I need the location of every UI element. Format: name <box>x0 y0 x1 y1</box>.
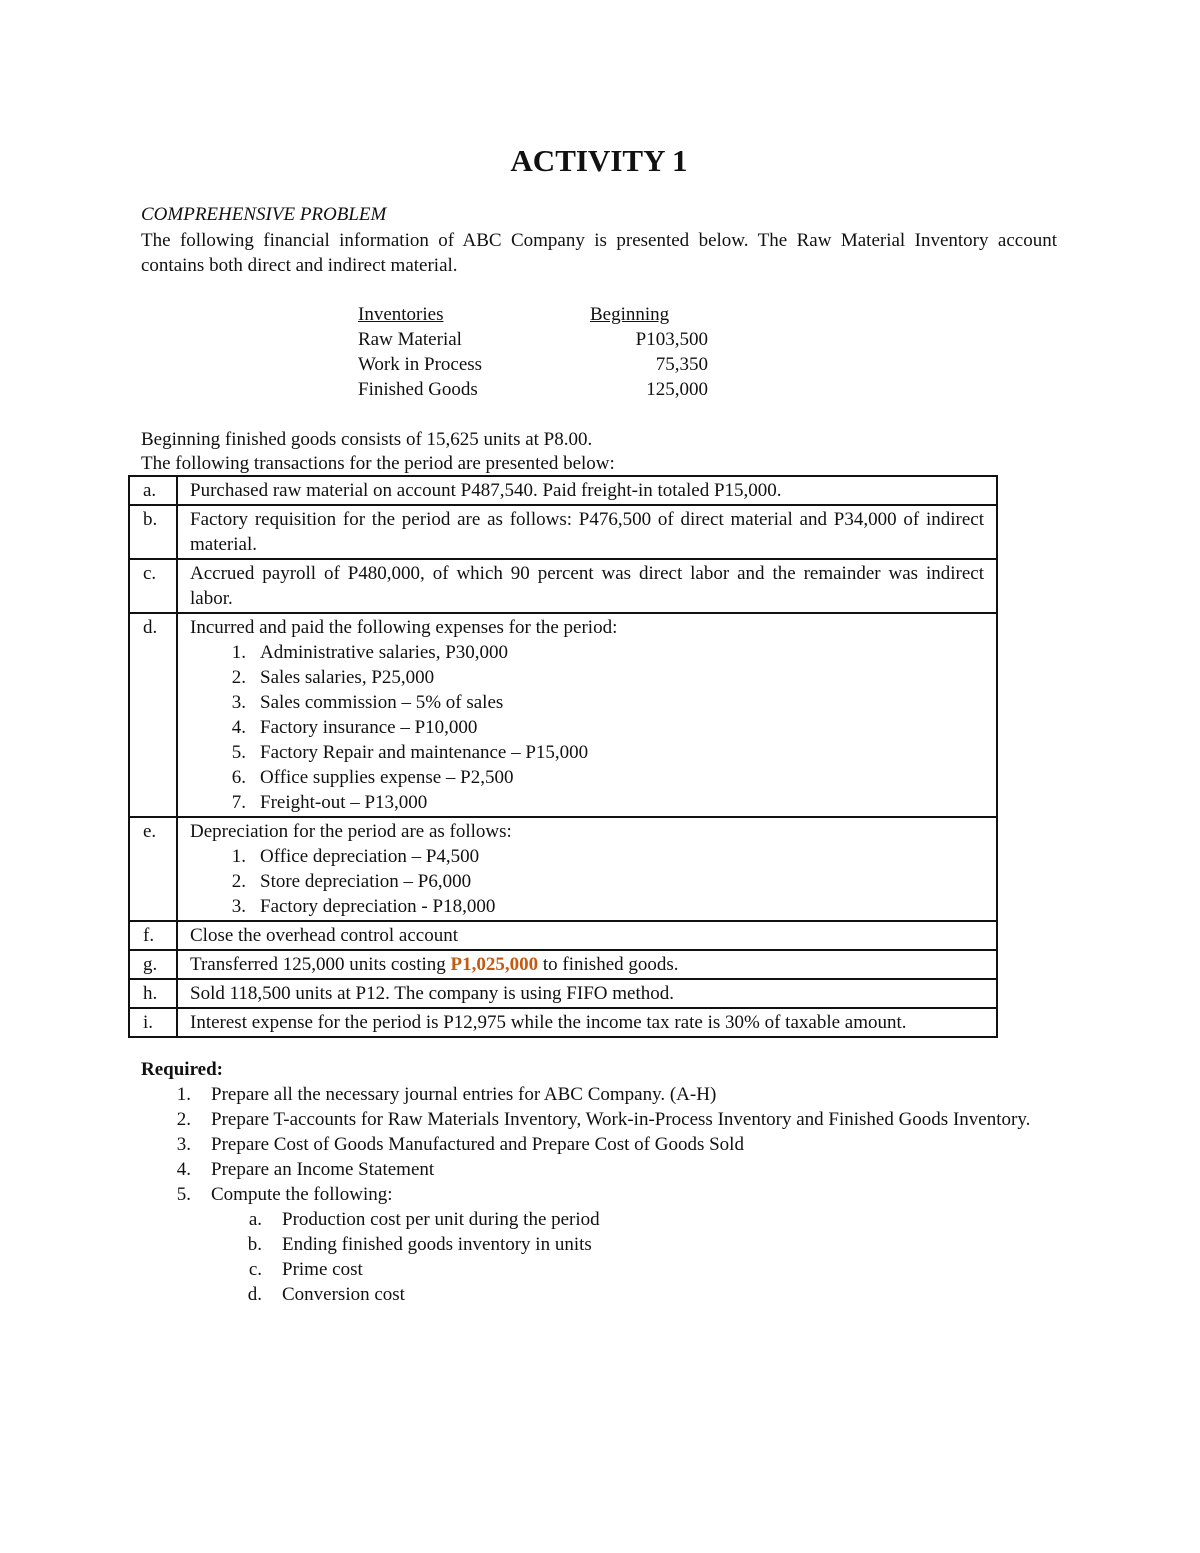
list-number: 3. <box>176 1134 191 1155</box>
inventory-value: P103,500 <box>635 329 708 350</box>
transactions-table <box>128 475 998 1038</box>
inventories-header-label: Inventories <box>358 304 444 325</box>
transaction-key: f. <box>129 921 177 950</box>
transaction-text-post: to finished goods. <box>538 954 679 975</box>
list-item <box>141 1157 1057 1182</box>
required-heading: Required: <box>141 1059 223 1080</box>
list-number: 2. <box>176 1109 191 1130</box>
list-text: Conversion cost <box>282 1284 405 1305</box>
table-row <box>129 505 997 559</box>
required-section <box>141 1057 1057 1307</box>
list-text: Prime cost <box>282 1259 363 1280</box>
transaction-cell <box>177 817 997 921</box>
list-number: 1. <box>176 1084 191 1105</box>
list-text: Factory Repair and maintenance – P15,000 <box>260 742 589 763</box>
list-number: 4. <box>231 717 246 738</box>
transaction-key: c. <box>129 559 177 613</box>
transaction-text: Accrued payroll of P480,000, of which 90 percent was direct labor and the remainder was indirect labor. <box>177 559 997 613</box>
list-text: Production cost per unit during the period <box>282 1209 600 1230</box>
list-text: Prepare all the necessary journal entries for ABC Company. (A-H) <box>211 1084 717 1105</box>
list-number: 5. <box>231 742 246 763</box>
list-text: Prepare an Income Statement <box>211 1159 435 1180</box>
list-item <box>190 790 984 815</box>
page-title: ACTIVITY 1 <box>510 143 688 178</box>
list-number: 1. <box>231 846 246 867</box>
transaction-key: a. <box>129 476 177 505</box>
transaction-key: b. <box>129 505 177 559</box>
list-item <box>190 740 984 765</box>
transaction-text: Depreciation for the period are as follows: <box>190 821 512 842</box>
list-text: Factory insurance – P10,000 <box>260 717 478 738</box>
list-text: Store depreciation – P6,000 <box>260 871 472 892</box>
transaction-text: Purchased raw material on account P487,540. Paid freight-in totaled P15,000. <box>177 476 997 505</box>
table-row <box>129 950 997 979</box>
inventory-label: Finished Goods <box>358 379 478 400</box>
transaction-cell <box>177 613 997 817</box>
inventory-value: 125,000 <box>646 379 708 400</box>
list-letter: c. <box>248 1259 262 1280</box>
highlighted-amount: P1,025,000 <box>450 954 539 975</box>
list-item <box>190 765 984 790</box>
list-item <box>190 844 984 869</box>
list-item <box>141 1082 1057 1107</box>
list-item <box>190 640 984 665</box>
transaction-key: d. <box>129 613 177 817</box>
transaction-cell <box>177 950 997 979</box>
table-row <box>129 613 997 817</box>
list-text: Ending finished goods inventory in units <box>282 1234 592 1255</box>
intro-paragraph <box>141 228 1057 278</box>
list-text: Sales commission – 5% of sales <box>260 692 504 713</box>
inventory-row <box>358 377 718 402</box>
list-text: Prepare T-accounts for Raw Materials Inventory, Work-in-Process Inventory and Finished Goods Inventory. <box>211 1109 1031 1130</box>
table-row <box>129 979 997 1008</box>
list-number: 2. <box>231 667 246 688</box>
transaction-text: Sold 118,500 units at P12. The company is using FIFO method. <box>177 979 997 1008</box>
inventory-row <box>358 352 718 377</box>
list-item <box>141 1282 1057 1307</box>
list-item <box>190 869 984 894</box>
list-item <box>141 1207 1057 1232</box>
transaction-key: h. <box>129 979 177 1008</box>
list-item <box>141 1182 1057 1207</box>
list-text: Freight-out – P13,000 <box>260 792 428 813</box>
list-number: 7. <box>231 792 246 813</box>
list-number: 4. <box>176 1159 191 1180</box>
intro-text: The following financial information of ABC Company is presented below. The Raw Material Inventory account contains both direct and indirect material. <box>141 230 1057 276</box>
inventories-table <box>358 302 718 402</box>
list-text: Prepare Cost of Goods Manufactured and Prepare Cost of Goods Sold <box>211 1134 744 1155</box>
transaction-text: Interest expense for the period is P12,975 while the income tax rate is 30% of taxable amount. <box>177 1008 997 1037</box>
transaction-key: i. <box>129 1008 177 1037</box>
list-letter: a. <box>248 1209 262 1230</box>
list-item <box>190 665 984 690</box>
transaction-text: Factory requisition for the period are as follows: P476,500 of direct material and P34,000 of indirect material. <box>177 505 997 559</box>
table-row <box>129 476 997 505</box>
list-item <box>141 1232 1057 1257</box>
list-item <box>190 690 984 715</box>
list-text: Compute the following: <box>211 1184 393 1205</box>
list-number: 5. <box>176 1184 191 1205</box>
note-beginning-finished-goods: Beginning finished goods consists of 15,625 units at P8.00. <box>141 429 593 450</box>
inventory-row <box>358 327 718 352</box>
list-item <box>190 894 984 919</box>
list-number: 3. <box>231 692 246 713</box>
list-item <box>141 1132 1057 1157</box>
transaction-text: Close the overhead control account <box>177 921 997 950</box>
list-number: 2. <box>231 871 246 892</box>
list-text: Office depreciation – P4,500 <box>260 846 480 867</box>
list-number: 6. <box>231 767 246 788</box>
subtitle: COMPREHENSIVE PROBLEM <box>141 204 387 225</box>
transaction-text: Incurred and paid the following expenses for the period: <box>190 617 618 638</box>
list-item <box>141 1107 1057 1132</box>
list-item <box>141 1257 1057 1282</box>
list-text: Office supplies expense – P2,500 <box>260 767 514 788</box>
table-row <box>129 921 997 950</box>
list-letter: b. <box>247 1234 262 1255</box>
inventory-label: Work in Process <box>358 354 483 375</box>
transaction-text-pre: Transferred 125,000 units costing <box>190 954 451 975</box>
list-item <box>190 715 984 740</box>
inventory-label: Raw Material <box>358 329 462 350</box>
table-row <box>129 817 997 921</box>
list-number: 1. <box>231 642 246 663</box>
list-text: Factory depreciation - P18,000 <box>260 896 496 917</box>
table-row <box>129 1008 997 1037</box>
list-text: Administrative salaries, P30,000 <box>260 642 509 663</box>
inventory-value: 75,350 <box>655 354 708 375</box>
list-letter: d. <box>247 1284 262 1305</box>
transaction-key: g. <box>129 950 177 979</box>
inventories-header-value: Beginning <box>590 304 670 325</box>
list-number: 3. <box>231 896 246 917</box>
note-transactions-intro: The following transactions for the period are presented below: <box>141 453 615 474</box>
transaction-key: e. <box>129 817 177 921</box>
table-row <box>129 559 997 613</box>
inventories-header <box>358 302 718 327</box>
list-text: Sales salaries, P25,000 <box>260 667 435 688</box>
